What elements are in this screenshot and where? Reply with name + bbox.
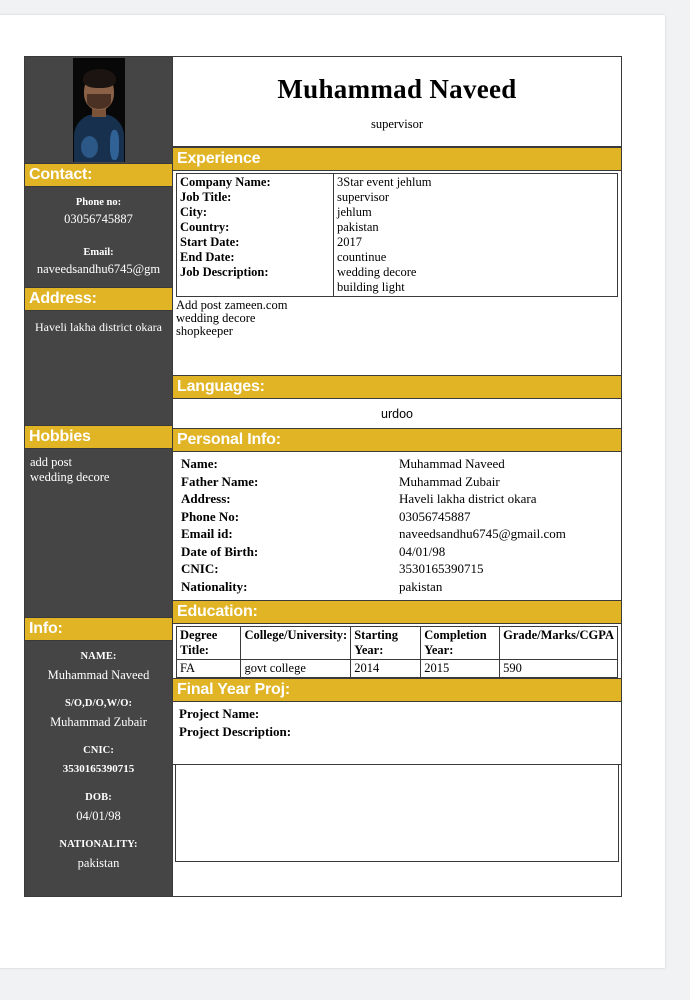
page-title: Muhammad Naveed: [277, 74, 517, 104]
sidebar-section-info-body: [25, 641, 172, 896]
experience-label: Country:: [180, 220, 230, 234]
education-cell: 2015: [421, 660, 500, 678]
email-value: naveedsandhu6745@gm: [36, 262, 161, 276]
personal-info-key: Father Name:: [181, 473, 259, 489]
cv-sidebar: [25, 57, 173, 896]
experience-table: [176, 173, 618, 297]
personal-info-value: Muhammad Naveed: [399, 456, 505, 471]
personal-info-key: Date of Birth:: [181, 543, 259, 559]
project-description-label: Project Description:: [179, 723, 292, 739]
skill-item: shopkeeper: [176, 324, 233, 338]
cv-page: [0, 15, 665, 968]
experience-value-extra: building light: [337, 280, 405, 294]
personal-info-row: [181, 525, 618, 543]
experience-values-cell: [334, 174, 618, 297]
page-subtitle: supervisor: [370, 117, 424, 131]
personal-info-value: 04/01/98: [399, 543, 446, 559]
personal-info-row: [181, 473, 618, 491]
section-education-header: Education:: [173, 600, 621, 624]
info-item-dob: [29, 790, 168, 824]
info-key: CNIC:: [83, 745, 114, 756]
hobby-item: add post: [30, 455, 73, 469]
sidebar-section-hobbies-header: Hobbies: [25, 425, 172, 449]
personal-info-key: CNIC:: [181, 561, 219, 576]
education-column-header: Degree Title:: [177, 627, 241, 660]
personal-info-key: Email id:: [181, 526, 233, 541]
personal-info-value: naveedsandhu6745@gmail.com: [399, 526, 566, 541]
experience-value: pakistan: [337, 220, 379, 234]
profile-photo-container: [25, 57, 172, 163]
cv-main-column: [173, 57, 621, 896]
final-year-project-block: [173, 702, 621, 765]
personal-info-block: [173, 452, 621, 600]
cv-header-block: [173, 57, 621, 147]
info-value: pakistan: [77, 856, 120, 870]
education-cell: FA: [177, 660, 241, 678]
personal-info-row: [181, 578, 618, 596]
empty-tail-area: [175, 765, 619, 862]
experience-label: Start Date:: [180, 235, 240, 249]
sidebar-section-contact-header: Contact:: [25, 163, 172, 187]
skill-item: Add post zameen.com: [176, 298, 288, 312]
experience-label: Job Description:: [180, 265, 269, 279]
experience-value: 3Star event jehlum: [337, 175, 432, 189]
personal-info-row: [181, 560, 618, 578]
personal-info-row: [181, 508, 618, 526]
personal-info-value: Haveli lakha district okara: [399, 491, 537, 506]
table-row: [177, 174, 618, 297]
personal-info-key: Name:: [181, 456, 218, 471]
personal-info-row: [181, 455, 618, 473]
cv-container: [24, 56, 622, 897]
hobby-item: wedding decore: [30, 470, 110, 484]
experience-label-spacer: [180, 280, 330, 295]
section-final-year-project-header: Final Year Proj:: [173, 678, 621, 702]
photo-shirt-detail-left: [81, 136, 98, 158]
info-item-cnic: [29, 743, 168, 777]
education-column-header: Completion Year:: [421, 627, 500, 660]
experience-value: jehlum: [337, 205, 372, 219]
experience-value: 2017: [337, 235, 362, 249]
education-column-header: Starting Year:: [351, 627, 421, 660]
personal-info-row: [181, 543, 618, 561]
section-languages-header: Languages:: [173, 375, 621, 399]
info-key: NATIONALITY:: [59, 839, 138, 850]
sidebar-section-address-header: Address:: [25, 287, 172, 311]
personal-info-row: [181, 490, 618, 508]
sidebar-section-address-body: [25, 311, 172, 425]
table-row: [177, 660, 618, 678]
experience-label: City:: [180, 205, 208, 219]
info-key: NAME:: [80, 651, 117, 662]
education-column-header: Grade/Marks/CGPA: [500, 627, 618, 660]
experience-value: wedding decore: [337, 265, 417, 279]
languages-value: urdoo: [381, 407, 413, 421]
personal-info-value: Muhammad Zubair: [399, 473, 500, 489]
education-table: [176, 626, 618, 678]
experience-labels-cell: [177, 174, 334, 297]
phone-value: 03056745887: [64, 212, 133, 226]
experience-value: supervisor: [337, 190, 390, 204]
info-item-nationality: [29, 837, 168, 871]
info-item-guardian: [29, 696, 168, 730]
experience-label: End Date:: [180, 250, 235, 264]
skill-item: wedding decore: [176, 311, 256, 325]
education-cell: 590: [500, 660, 618, 678]
info-value: 04/01/98: [76, 809, 121, 823]
personal-info-value: pakistan: [399, 578, 443, 594]
personal-info-key: Nationality:: [181, 578, 248, 594]
sidebar-section-info-header: Info:: [25, 617, 172, 641]
personal-info-key: Address:: [181, 491, 231, 506]
experience-label: Company Name:: [180, 175, 271, 189]
sidebar-section-contact-body: [25, 187, 172, 287]
section-personal-info-header: Personal Info:: [173, 428, 621, 452]
address-value: Haveli lakha district okara: [35, 320, 162, 334]
info-key: S/O,D/O,W/O:: [64, 698, 133, 709]
photo-beard-shape: [87, 94, 111, 109]
info-value: Muhammad Zubair: [50, 715, 147, 729]
experience-value: countinue: [337, 250, 387, 264]
info-value: 3530165390715: [62, 763, 135, 775]
education-cell: 2014: [351, 660, 421, 678]
skills-block: [173, 297, 621, 375]
table-header-row: [177, 627, 618, 660]
info-value: Muhammad Naveed: [47, 668, 150, 682]
experience-label: Job Title:: [180, 190, 232, 204]
section-experience-header: Experience: [173, 147, 621, 171]
profile-photo-icon: [73, 58, 125, 162]
personal-info-value: 3530165390715: [399, 561, 484, 576]
education-cell: govt college: [241, 660, 351, 678]
personal-info-key: Phone No:: [181, 508, 240, 524]
photo-hair-shape: [83, 69, 116, 88]
info-item-name: [29, 649, 168, 683]
info-key: DOB:: [85, 792, 112, 803]
email-label: Email:: [83, 247, 114, 258]
contact-spacer: [29, 229, 168, 243]
personal-info-value: 03056745887: [399, 508, 471, 524]
project-name-label: Project Name:: [179, 706, 260, 721]
education-column-header: College/University:: [241, 627, 351, 660]
photo-shirt-detail-right: [110, 130, 119, 160]
phone-label: Phone no:: [75, 197, 122, 208]
sidebar-section-hobbies-body: [25, 449, 172, 617]
